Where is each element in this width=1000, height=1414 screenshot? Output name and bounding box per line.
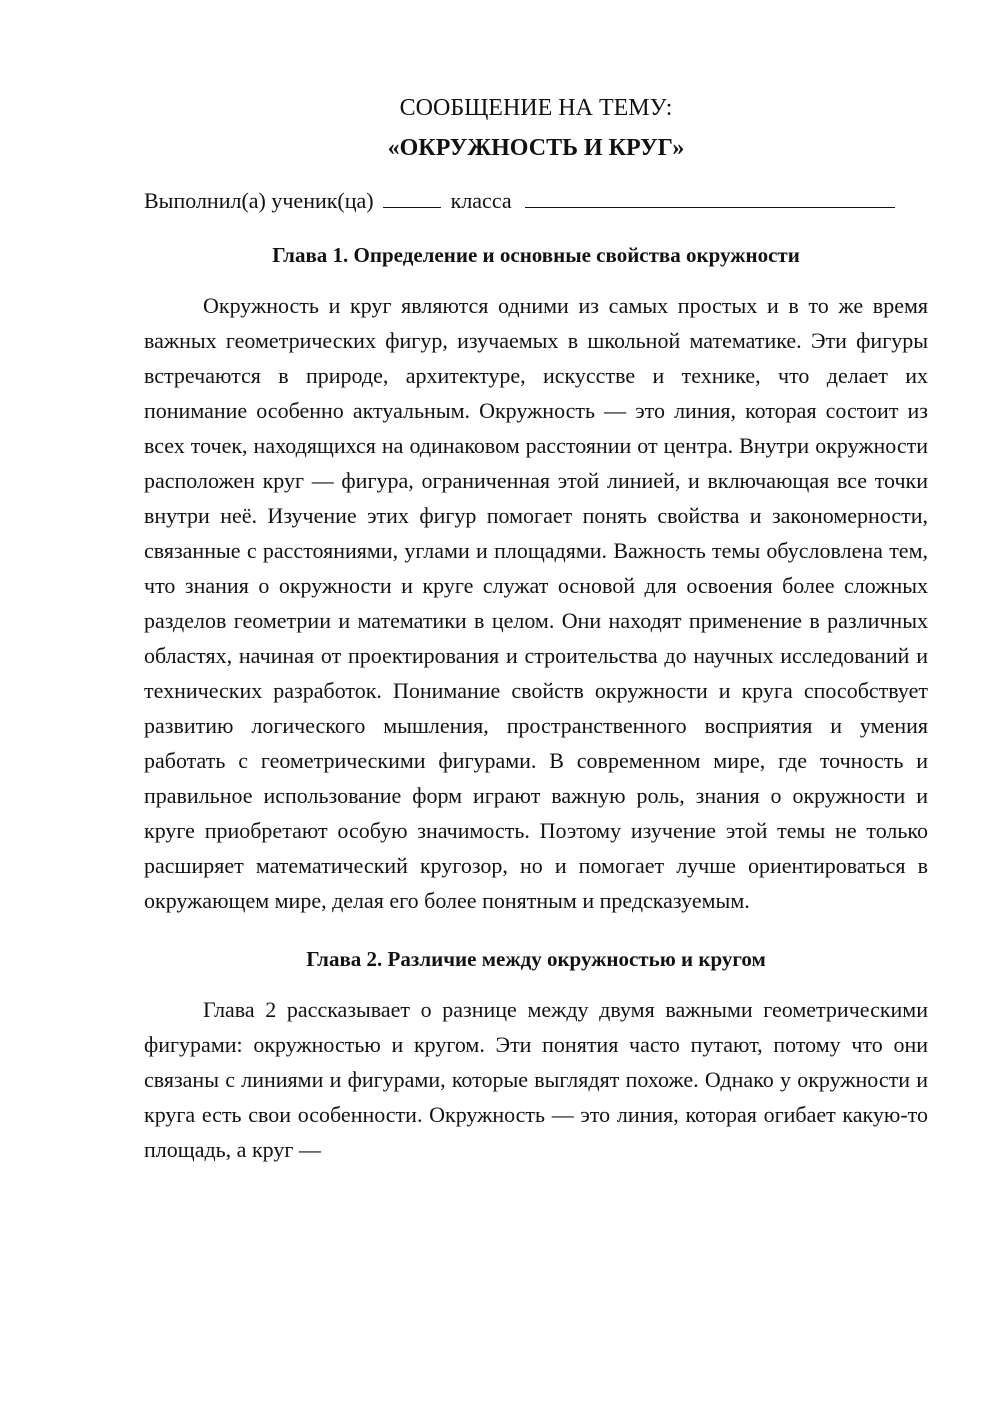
- document-page: [144, 90, 928, 1167]
- document-title: «ОКРУЖНОСТЬ И КРУГ»: [387, 135, 685, 161]
- document-title-topic: СООБЩЕНИЕ НА ТЕМУ:: [399, 95, 673, 121]
- author-line: [144, 184, 928, 218]
- chapter1-heading: Глава 1. Определение и основные свойства окружности: [272, 243, 800, 267]
- chapter2-heading: Глава 2. Различие между окружностью и кругом: [306, 947, 766, 971]
- author-name-blank: [525, 187, 895, 208]
- chapter2-paragraph: Глава 2 рассказывает о разнице между двумя важными геометрическими фигурами: окружностью и кругом. Эти понятия часто путают, потому что они связаны с линиями и фигурами, которые выглядят похоже. Однако у окружности и круга есть свои особенности. Окружность — это линия, которая огибает какую-то площадь, а круг —: [144, 997, 928, 1162]
- author-prefix: Выполнил(а) ученик(ца): [144, 188, 374, 213]
- author-class-word: класса: [450, 188, 512, 213]
- chapter1-paragraph: Окружность и круг являются одними из самых простых и в то же время важных геометрических фигур, изучаемых в школьной математике. Эти фигуры встречаются в природе, архитектуре, искусстве и технике, что делает их понимание особенно актуальным. Окружность — это линия, которая состоит из всех точек, находящихся на одинаковом расстоянии от центра. Внутри окружности расположен круг — фигура, ограниченная этой линией, и включающая все точки внутри неё. Изучение этих фигур помогает понять свойства и закономерности, связанные с расстояниями, углами и площадями. Важность темы обусловлена тем, что знания о окружности и круге служат основой для освоения более сложных разделов геометрии и математики в целом. Они находят применение в различных областях, начиная от проектирования и строительства до научных исследований и технических разработок. Понимание свойств окружности и круга способствует развитию логического мышления, пространственного восприятия и умения работать с геометрическими фигурами. В современном мире, где точность и правильное использование форм играют важную роль, знания о окружности и круге приобретают особую значимость. Поэтому изучение этой темы не только расширяет математический кругозор, но и помогает лучше ориентироваться в окружающем мире, делая его более понятным и предсказуемым.: [144, 293, 928, 913]
- class-number-blank: [383, 187, 441, 208]
